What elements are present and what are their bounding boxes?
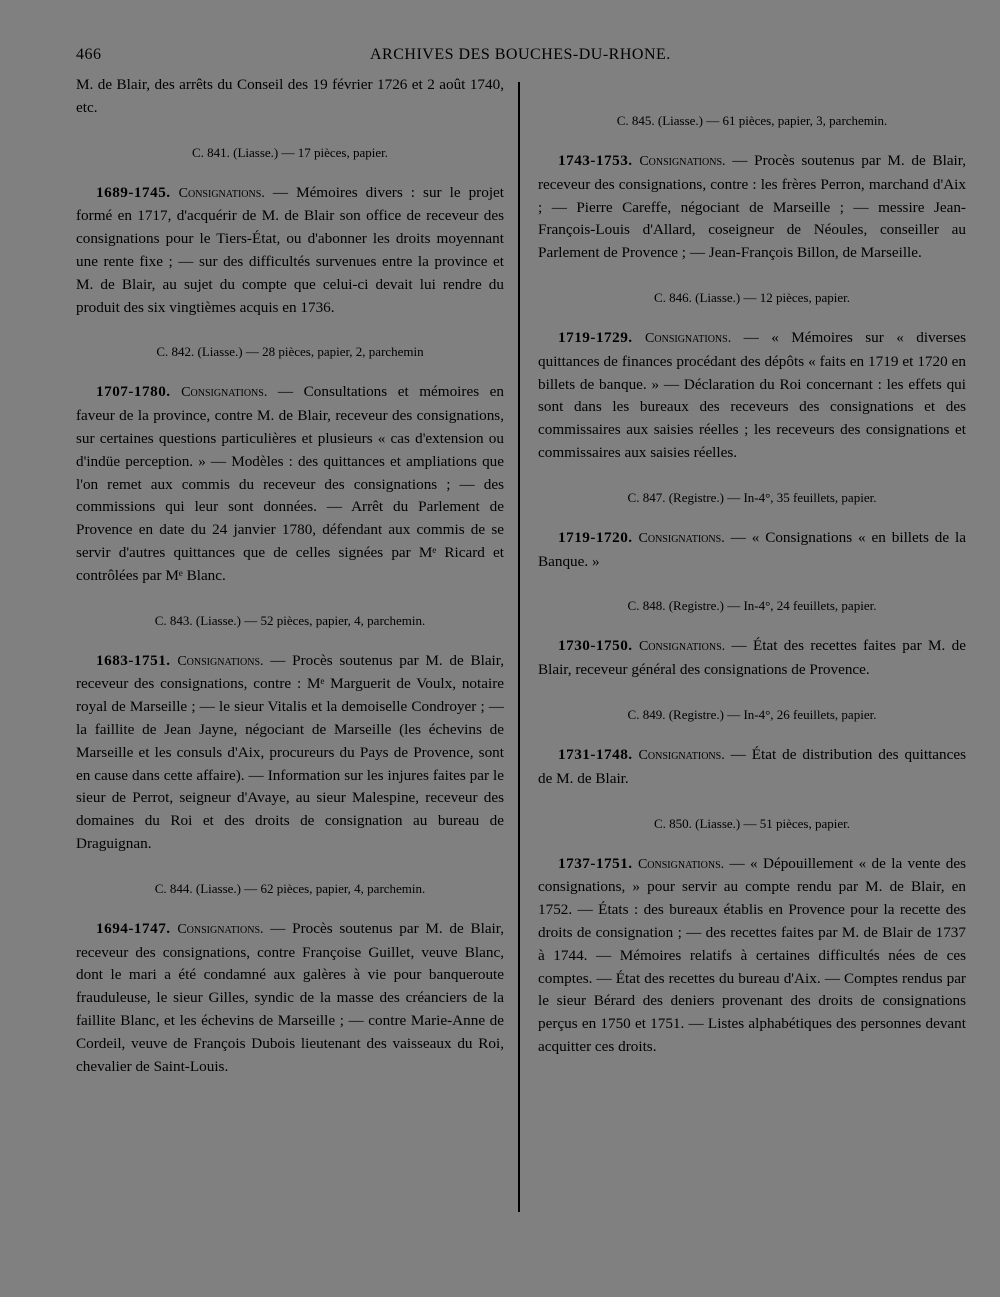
item-heading: C. 842. (Liasse.) — 28 pièces, papier, 2, parchemin: [156, 344, 424, 360]
item-heading: C. 850. (Liasse.) — 51 pièces, papier.: [653, 815, 851, 831]
entry: [538, 527, 966, 574]
entry-text: — Procès soutenus par M. de Blair, receveur des consignations, contre : les frères Perron, marchand d'Aix ; — Pierre Careffe, négociant de Marseille ; — messire Jean-François-Louis d'Allard, coseigneur de Néoules, conseiller au Parlement de Provence ; — Jean-François Billon, de Marseille.: [538, 152, 967, 262]
entry-dates: 1743-1753.: [558, 152, 633, 169]
entry-category: Consignations.: [638, 747, 725, 763]
entry-dates: 1730-1750.: [558, 637, 633, 655]
entry: [538, 853, 966, 1059]
entry-dates: 1694-1747.: [96, 919, 171, 937]
entry-category: Consignations.: [637, 856, 725, 872]
entry-text: — « Consignations « en billets de la Banque. »: [538, 528, 966, 570]
entry-category: Consignations.: [178, 185, 265, 201]
entry-category: Consignations.: [177, 653, 264, 669]
page-header: [76, 46, 976, 74]
entry-text: — Consultations et mémoires en faveur de la province, contre M. de Blair, receveur des consignations, sur certaines questions particulières et plusieurs « cas d'extension ou d'indüe perception. » — Modèles : des quittances et ampliations que l'on remet aux commis du receveur des consignations ; — des commissions qui leur sont données. — Arrêt du Parlement de Provence en date du 24 janvier 1780, défendant aux commis de se servir d'autres quittances que de celles signées par Mᵉ Ricard et contrôlées par Mᵉ Blanc.: [76, 383, 504, 584]
continuation-text: M. de Blair, des arrêts du Conseil des 19 février 1726 et 2 août 1740, etc.: [76, 76, 504, 116]
entry: [76, 182, 504, 320]
entry-text: — État des recettes faites par M. de Blair, receveur général des consignations de Provence.: [538, 637, 967, 679]
item-heading: C. 848. (Registre.) — In-4°, 24 feuillets, papier.: [627, 598, 877, 614]
entry: [76, 918, 504, 1079]
item-heading: C. 844. (Liasse.) — 62 pièces, papier, 4, parchemin.: [154, 880, 426, 896]
entry-text: — « Mémoires sur « diverses quittances de finances procédant des dépôts « faits en 1719 et 1720 en billets de banque. » — Déclaration du Roi concernant : les effets qui sont dans les bureaux des receveurs des consignations et des commissaires aux saisies réelles ; les receveurs des consignations et commissaires aux saisies réelles.: [538, 328, 967, 461]
entry-category: Consignations.: [638, 530, 725, 546]
item-heading: C. 847. (Registre.) — In-4°, 35 feuillets, papier.: [627, 489, 877, 505]
left-column: [76, 74, 504, 1078]
entry-dates: 1683-1751.: [96, 651, 171, 669]
entry-text: — Mémoires divers : sur le projet formé en 1717, d'acquérir de M. de Blair son office de receveur des consignations pour le Tiers-État, ou d'abonner les droits moyennant une rente fixe ; — sur des difficultés survenues entre la province et M. de Blair, au sujet du compte que celui-ci devait lui rendre du produit des six vingtièmes acquis en 1736.: [76, 183, 505, 316]
running-title: ARCHIVES DES BOUCHES-DU-RHONE.: [370, 46, 671, 63]
item-heading: C. 841. (Liasse.) — 17 pièces, papier.: [191, 144, 389, 160]
entry-dates: 1731-1748.: [558, 745, 633, 763]
entry-text: — Procès soutenus par M. de Blair, receveur des consignations, contre : Mᵉ Marguerit de Voulx, notaire royal de Marseille ; — le sieur Vitalis et la demoiselle Condroyer ; — la faillite de Jean Jayne, négociant de Marseille (les échevins de Marseille et les consuls d'Aix, procureurs du Pays de Provence, sont en cause dans cette affaire). — Information sur les injures faites par le sieur de Perrot, seigneur d'Avaye, au sieur Malespine, receveur des domaines du Roi et des droits de consignation au bureau de Draguignan.: [76, 651, 505, 852]
item-heading: C. 849. (Registre.) — In-4°, 26 feuillets, papier.: [627, 706, 877, 722]
entry: [538, 744, 966, 791]
entry-category: Consignations.: [645, 330, 732, 346]
entry-dates: 1737-1751.: [558, 854, 633, 872]
entry-text: — État de distribution des quittances de M. de Blair.: [538, 745, 967, 787]
column-divider: [518, 82, 520, 1212]
entry-dates: 1719-1729.: [558, 328, 633, 346]
right-column: [538, 112, 966, 1059]
entry-category: Consignations.: [639, 154, 726, 169]
entry: [76, 381, 504, 587]
entry-dates: 1689-1745.: [96, 183, 171, 201]
page-number: 466: [76, 46, 102, 63]
item-heading: C. 846. (Liasse.) — 12 pièces, papier.: [653, 289, 851, 305]
item-heading: C. 843. (Liasse.) — 52 pièces, papier, 4, parchemin.: [154, 612, 426, 628]
entry: [538, 635, 966, 682]
entry: [538, 150, 966, 265]
item-heading: C. 845. (Liasse.) — 61 pièces, papier, 3, parchemin.: [616, 113, 888, 128]
entry-text: — « Dépouillement « de la vente des consignations, » pour servir au compte rendu par M. de Blair, en 1752. — États : des bureaux établis en Provence pour la recette des droits de consignation ; — des recettes faites par M. de Blair de 1737 à 1744. — Mémoires relatifs à certaines difficultés nées de ces comptes. — État des recettes du bureau d'Aix. — Comptes rendus par le sieur Bérard des deniers provenant des droits de consignations perçus en 1750 et 1751. — Listes alphabétiques des personnes devant acquitter ces droits.: [538, 854, 967, 1055]
entry-dates: 1707-1780.: [96, 383, 171, 401]
entry-category: Consignations.: [181, 385, 268, 401]
entry-dates: 1719-1720.: [558, 528, 633, 546]
entry: [538, 327, 966, 465]
entry-text: — Procès soutenus par M. de Blair, receveur des consignations, contre Françoise Guillet, veuve Blanc, dont le mari a été condamné aux galères à vie pour banqueroute frauduleuse, le sieur Gilles, syndic de la masse des créanciers de la faillite Blanc, et les échevins de Marseille ; — contre Marie-Anne de Cordeil, veuve de François Dubois lieutenant des vaisseaux du Roi, chevalier de Saint-Louis.: [76, 919, 505, 1075]
entry-category: Consignations.: [638, 639, 726, 655]
entry-category: Consignations.: [177, 921, 264, 937]
entry: [76, 650, 504, 856]
